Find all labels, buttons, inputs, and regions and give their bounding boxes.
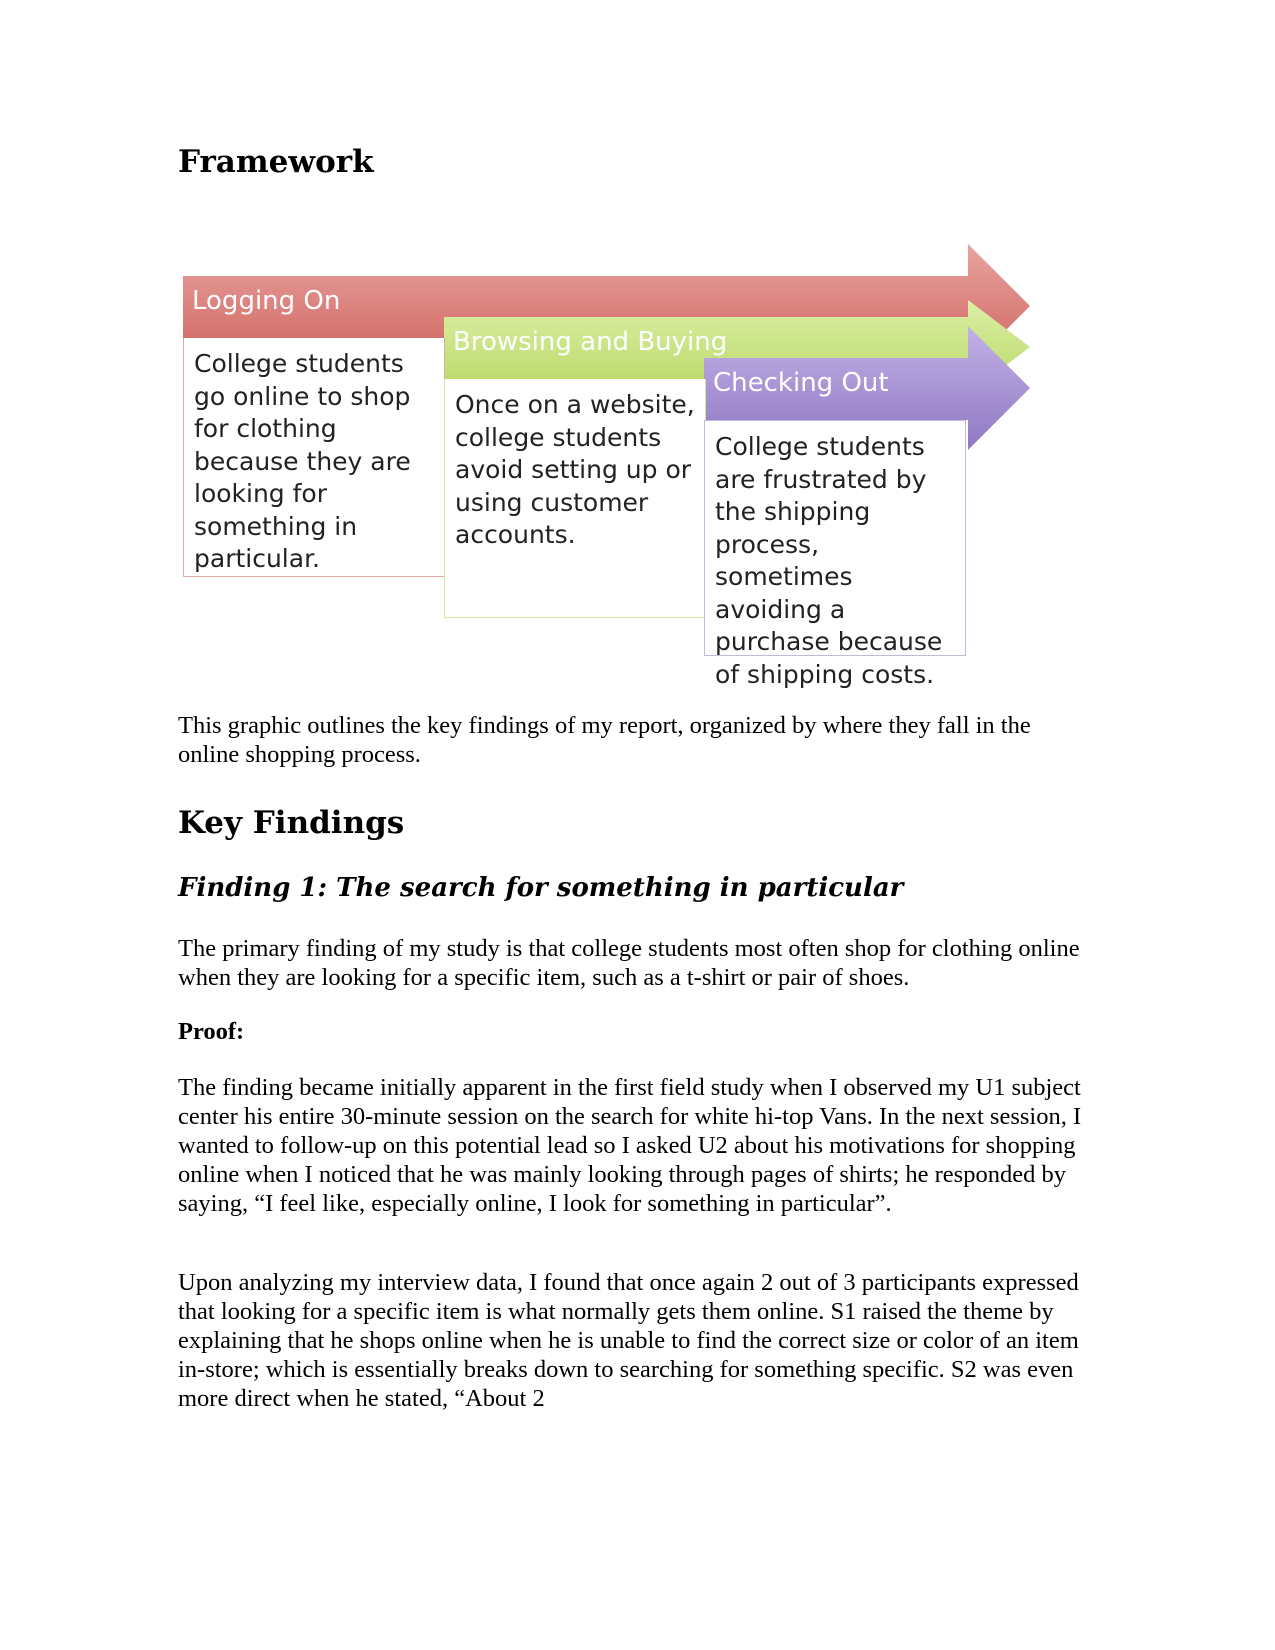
stage-2-title: Browsing and Buying bbox=[453, 327, 728, 357]
stage-3-title: Checking Out bbox=[713, 368, 889, 398]
stage-2-description bbox=[444, 379, 706, 618]
stage-1-title: Logging On bbox=[192, 286, 341, 316]
stage-3-description bbox=[704, 420, 966, 689]
diagram-caption: This graphic outlines the key findings of my report, organized by where they fall in the online shopping process. bbox=[178, 712, 1031, 768]
finding-1-heading: Finding 1: The search for something in particular bbox=[178, 873, 904, 903]
stage-1-text: College students go online to shop for clothing because they are looking for something in particular. bbox=[194, 349, 411, 573]
proof-label: Proof: bbox=[178, 1018, 245, 1045]
stage-1-description bbox=[183, 338, 445, 577]
stage-3-text: College students are frustrated by the shipping process, sometimes avoiding a purchase because of shipping costs. bbox=[715, 432, 943, 689]
key-findings-heading: Key Findings bbox=[178, 805, 405, 841]
proof-paragraph-2: Upon analyzing my interview data, I found that once again 2 out of 3 participants expressed that looking for a specific item is what normally gets them online. S1 raised the theme by explaining that he shops online when he is unable to find the correct size or color of an item in-store; which is essentially breaks down to searching for something specific. S2 was even more direct when he stated, “About 2 bbox=[178, 1269, 1079, 1412]
finding-1-summary: The primary finding of my study is that college students most often shop for clothing online when they are looking for a specific item, such as a t-shirt or pair of shoes. bbox=[178, 935, 1080, 991]
stage-2-text: Once on a website, college students avoid setting up or using customer accounts. bbox=[455, 390, 695, 549]
framework-heading: Framework bbox=[178, 144, 374, 180]
proof-paragraph-1: The finding became initially apparent in the first field study when I observed my U1 subject center his entire 30-minute session on the search for white hi-top Vans. In the next session, I wanted to follow-up on this potential lead so I asked U2 about his motivations for shopping online when I noticed that he was mainly looking through pages of shirts; he responded by saying, “I feel like, especially online, I look for something in particular”. bbox=[178, 1074, 1082, 1217]
framework-diagram bbox=[0, 0, 1275, 700]
